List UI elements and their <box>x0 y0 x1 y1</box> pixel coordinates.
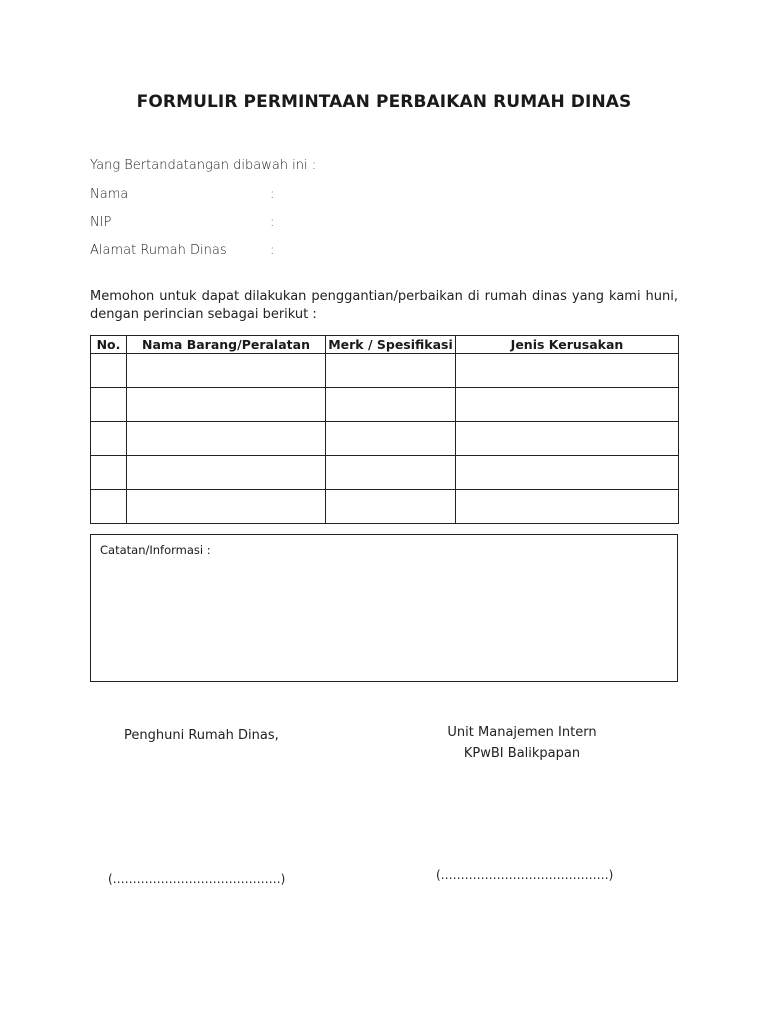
table-cell[interactable] <box>326 490 456 524</box>
table-cell[interactable] <box>456 490 679 524</box>
table-cell[interactable] <box>91 490 127 524</box>
field-alamat-colon: : <box>270 243 275 258</box>
form-title: FORMULIR PERMINTAAN PERBAIKAN RUMAH DINAS <box>136 92 632 112</box>
table-cell[interactable] <box>127 456 326 490</box>
table-cell[interactable] <box>326 422 456 456</box>
header-no: No. <box>91 336 127 354</box>
table-cell[interactable] <box>456 422 679 456</box>
table-cell[interactable] <box>326 388 456 422</box>
field-alamat-label: Alamat Rumah Dinas <box>90 243 227 258</box>
signature-right-title-line2: KPwBI Balikpapan <box>463 746 581 761</box>
table-header-row <box>91 336 679 354</box>
signature-right-blank: (……………………………………) <box>436 868 614 882</box>
table-cell[interactable] <box>91 456 127 490</box>
table-row <box>91 354 679 388</box>
table-cell[interactable] <box>456 388 679 422</box>
header-merk: Merk / Spesifikasi <box>326 336 456 354</box>
table-row <box>91 490 679 524</box>
request-paragraph: Memohon untuk dapat dilakukan penggantian/perbaikan di rumah dinas yang kami huni, dengan perincian sebagai berikut : <box>90 289 678 322</box>
table-cell[interactable] <box>456 456 679 490</box>
table-cell[interactable] <box>91 388 127 422</box>
table-cell[interactable] <box>127 388 326 422</box>
table-cell[interactable] <box>456 354 679 388</box>
header-jenis-kerusakan: Jenis Kerusakan <box>456 336 679 354</box>
table-row <box>91 388 679 422</box>
table-cell[interactable] <box>91 422 127 456</box>
field-nama-label: Nama <box>90 187 129 202</box>
table-row <box>91 456 679 490</box>
table-cell[interactable] <box>326 354 456 388</box>
table-cell[interactable] <box>127 422 326 456</box>
table-cell[interactable] <box>91 354 127 388</box>
table-row <box>91 422 679 456</box>
notes-box[interactable] <box>90 534 678 682</box>
signature-left-title: Penghuni Rumah Dinas, <box>124 728 279 743</box>
table-cell[interactable] <box>127 490 326 524</box>
table-cell[interactable] <box>326 456 456 490</box>
signature-right-title-line1: Unit Manajemen Intern <box>447 725 597 740</box>
table-cell[interactable] <box>127 354 326 388</box>
field-nip-label: NIP <box>90 215 112 230</box>
field-nip-colon: : <box>270 215 275 230</box>
field-nama-colon: : <box>270 187 275 202</box>
notes-label: Catatan/Informasi : <box>100 543 211 557</box>
items-table <box>90 335 679 524</box>
header-nama-barang: Nama Barang/Peralatan <box>127 336 326 354</box>
signature-left-blank: (……………………………………) <box>108 872 286 886</box>
intro-text: Yang Bertandatangan dibawah ini : <box>90 158 317 173</box>
